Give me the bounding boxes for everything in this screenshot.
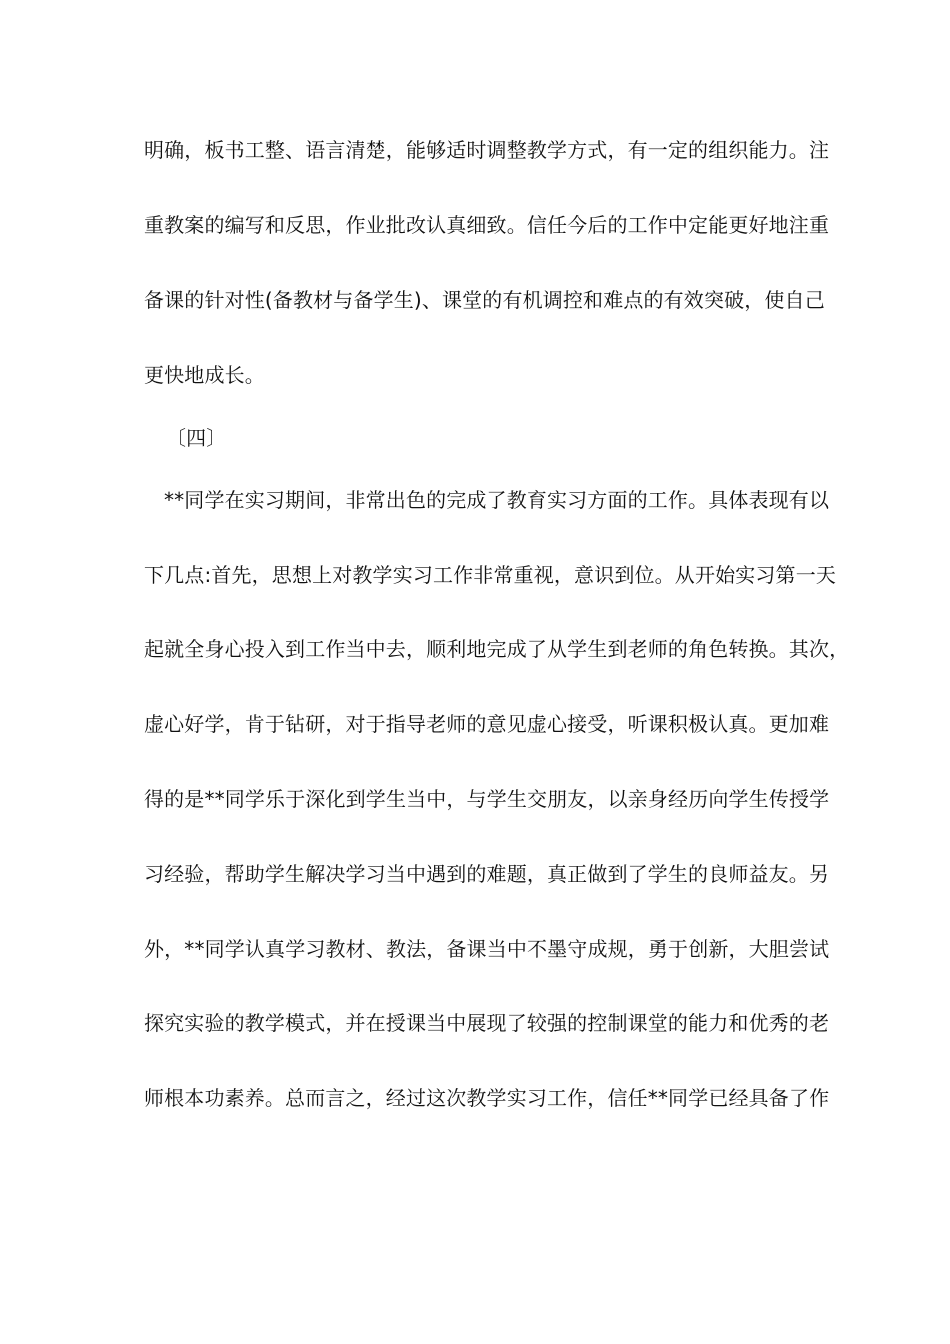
paragraph-line: **同学在实习期间，非常出色的完成了教育实习方面的工作。具体表现有以 <box>164 488 830 512</box>
paragraph-line: 外，**同学认真学习教材、教法，备课当中不墨守成规，勇于创新，大胆尝试 <box>144 937 830 961</box>
paragraph-line: 备课的针对性(备教材与备学生)、课堂的有机调控和难点的有效突破，使自己 <box>144 288 825 312</box>
paragraph-line: 更快地成长。 <box>144 363 265 387</box>
paragraph-line: 重教案的编写和反思，作业批改认真细致。信任今后的工作中定能更好地注重 <box>144 213 830 237</box>
paragraph-line: 得的是**同学乐于深化到学生当中，与学生交朋友，以亲身经历向学生传授学 <box>144 787 830 811</box>
paragraph-line: 明确，板书工整、语言清楚，能够适时调整教学方式，有一定的组织能力。注 <box>144 138 830 162</box>
paragraph-line: 师根本功素养。总而言之，经过这次教学实习工作，信任**同学已经具备了作 <box>144 1086 830 1110</box>
section-heading: 〔四〕 <box>166 426 227 450</box>
paragraph-line: 下几点:首先，思想上对教学实习工作非常重视，意识到位。从开始实习第一天 <box>144 563 836 587</box>
paragraph-line: 虚心好学，肯于钻研，对于指导老师的意见虚心接受，听课积极认真。更加难 <box>144 712 830 736</box>
paragraph-line: 探究实验的教学模式，并在授课当中展现了较强的控制课堂的能力和优秀的老 <box>144 1011 830 1035</box>
paragraph-line: 起就全身心投入到工作当中去，顺利地完成了从学生到老师的角色转换。其次， <box>144 637 850 661</box>
paragraph-line: 习经验，帮助学生解决学习当中遇到的难题，真正做到了学生的良师益友。另 <box>144 862 830 886</box>
